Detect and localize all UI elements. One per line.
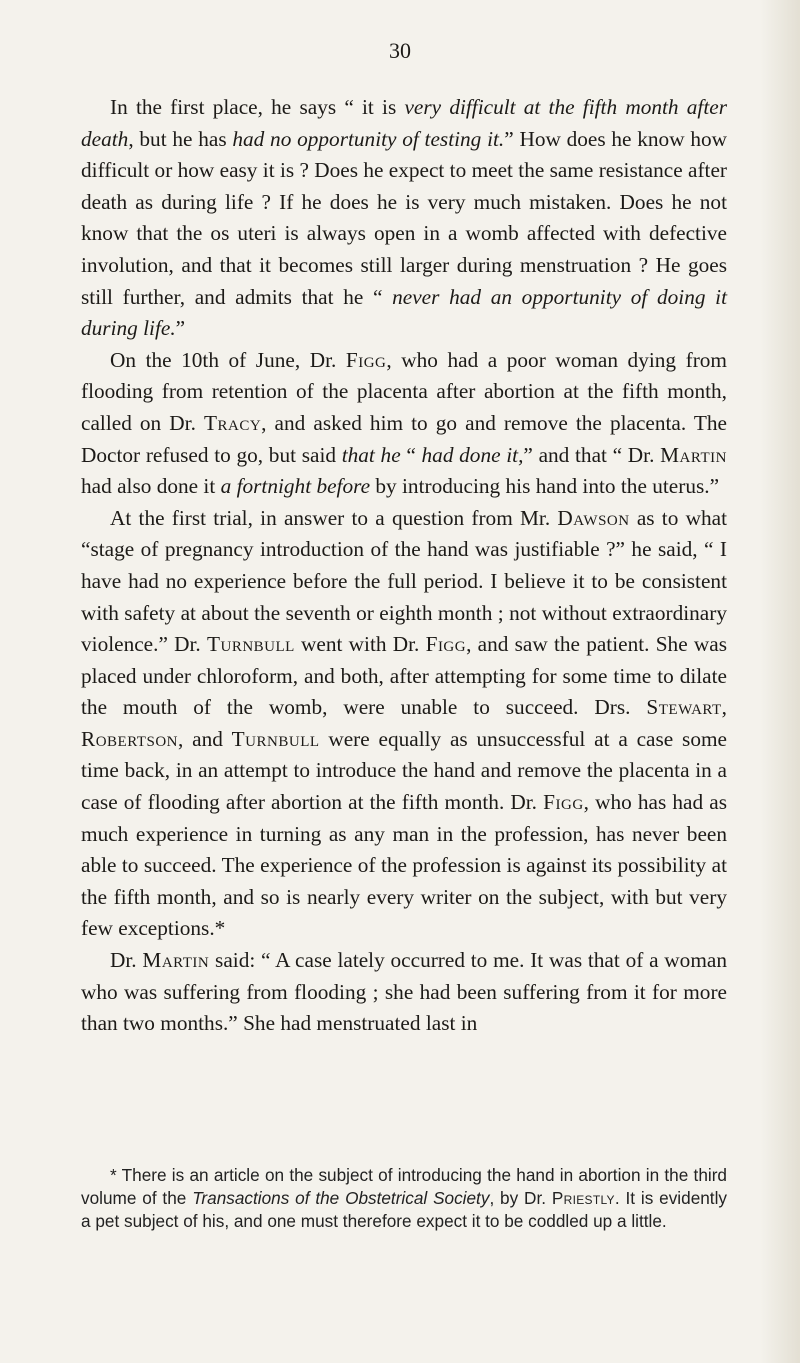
text-run: had also done it bbox=[81, 474, 221, 499]
name-dawson: Dawson bbox=[557, 505, 630, 530]
paragraph-3 bbox=[81, 503, 727, 945]
italic-run: a fortnight before bbox=[220, 474, 371, 499]
text-run: , but he has bbox=[128, 126, 233, 151]
paragraph-4 bbox=[81, 945, 727, 1040]
text-run: said: “ A case lately occurred to me. It was that of a woman who was suffering from flooding ; she had been suffering from it for more than two months.” She had menstruated last in bbox=[81, 948, 727, 1036]
italic-run: had no opportunity of testing it. bbox=[232, 126, 505, 151]
name-figg: Figg bbox=[425, 632, 467, 657]
paragraph-2 bbox=[81, 345, 727, 503]
name-priestly: Priestly bbox=[551, 1188, 615, 1209]
text-run: , and asked him to go and remove the placenta. The Doctor refused to go, but said bbox=[81, 410, 728, 467]
text-run: , and saw the patient. She was placed under chloroform, and both, after attempting for some time to dilate the mouth of the womb, were unable to succeed. Drs. bbox=[81, 632, 727, 720]
name-robertson: Robertson bbox=[81, 726, 178, 751]
text-run: ” bbox=[175, 316, 186, 341]
text-run: , bbox=[721, 695, 727, 720]
text-run: . It is evidently a pet subject of his, and one must therefore expect it to be coddled up a little. bbox=[81, 1188, 727, 1232]
text-run: ” How does he know how difficult or how easy it is ? Does he expect to meet the same resistance after death as during life ? If he does he is very much mistaken. Does he not know that the os uteri is always open in a womb affected with defective involution, and that it becomes still larger during menstruation ? He goes still further, and admits that he “ bbox=[81, 126, 727, 309]
text-run: In the first place, he says “ it is bbox=[110, 95, 405, 119]
text-run: , who has had as much experience in turning as any man in the profession, has never been able to succeed. The experience of the profession is against its possibility at the fifth month, and so is nearly every writer on the subject, with but very few exceptions.* bbox=[81, 790, 728, 941]
text-run: went with Dr. bbox=[294, 632, 426, 657]
text-run: , by Dr. bbox=[489, 1188, 552, 1209]
text-run: “ bbox=[400, 442, 422, 467]
name-turnbull: Turnbull bbox=[206, 632, 295, 657]
text-run: as to what “stage of pregnancy introduction of the hand was justifiable ?” he said, “ I have had no experience before the full period. I believe it to be consistent with safety at about the seventh or eighth month ; not without extraordinary violence.” Dr. bbox=[81, 505, 727, 657]
footnote-text bbox=[81, 1164, 727, 1234]
italic-run: that he bbox=[341, 442, 401, 467]
name-tracy: Tracy bbox=[203, 410, 262, 435]
footnote bbox=[81, 1164, 727, 1234]
text-run: On the 10th of June, Dr. bbox=[110, 347, 346, 372]
name-figg: Figg bbox=[345, 347, 387, 372]
name-stewart: Stewart bbox=[646, 695, 722, 720]
text-run: Dr. bbox=[110, 948, 143, 973]
name-turnbull: Turnbull bbox=[231, 726, 320, 751]
italic-run: very difficult at the fifth month after death bbox=[81, 95, 727, 151]
text-run: were equally as unsuccessful at a case some time back, in an attempt to introduce the hand and remove the placenta in a case of flooding after abortion at the fifth month. Dr. bbox=[81, 726, 727, 815]
text-run: , and bbox=[177, 726, 232, 751]
text-run: ” and that “ Dr. bbox=[523, 442, 661, 467]
paragraph-1 bbox=[81, 92, 727, 345]
page-number: 30 bbox=[389, 38, 411, 63]
text-run: , who had a poor woman dying from flooding from retention of the placenta after abortion at the fifth month, called on Dr. bbox=[81, 347, 728, 435]
name-figg: Figg bbox=[543, 790, 584, 815]
text-run: * There is an article on the subject of introducing the hand in abortion in the third volume of the bbox=[81, 1165, 727, 1209]
italic-run: never had an opportunity of doing it during life. bbox=[81, 284, 727, 341]
text-run: At the first trial, in answer to a question from Mr. bbox=[110, 505, 558, 530]
text-run: by introducing his hand into the uterus.” bbox=[370, 474, 720, 499]
body-text bbox=[81, 92, 727, 1040]
italic-run: had done it, bbox=[421, 442, 524, 467]
name-martin: Martin bbox=[660, 442, 727, 467]
name-martin: Martin bbox=[142, 948, 210, 973]
italic-run: Transactions of the Obstetrical Society bbox=[192, 1188, 490, 1209]
